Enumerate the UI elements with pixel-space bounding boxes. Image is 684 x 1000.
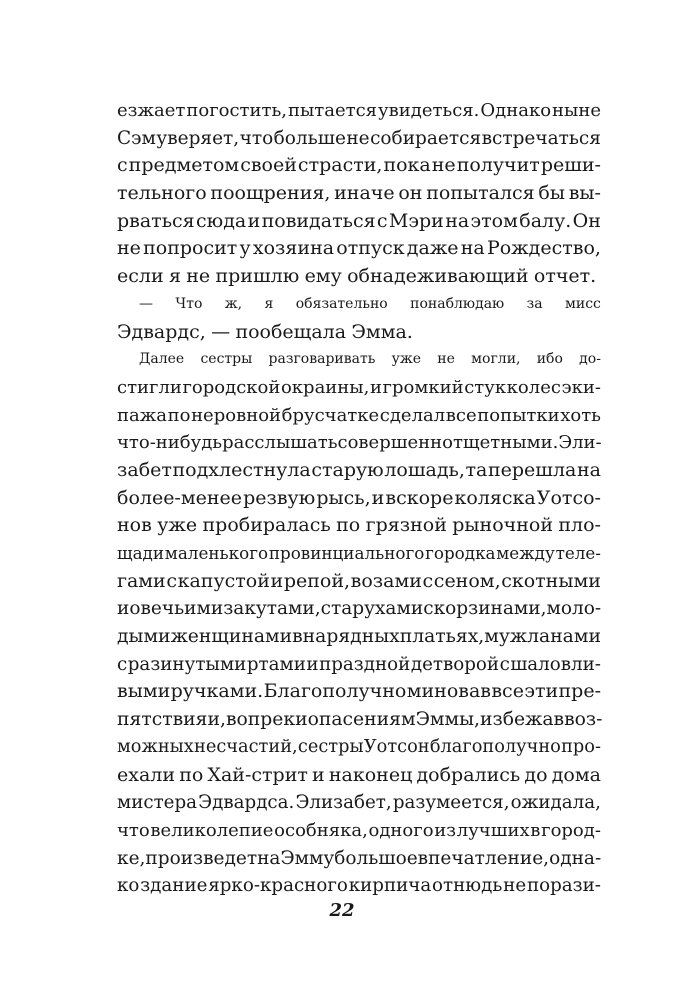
text-line bbox=[117, 402, 601, 430]
word: ему bbox=[304, 265, 342, 288]
word: сестры bbox=[200, 351, 253, 368]
word: городка bbox=[425, 543, 496, 563]
word: громкий bbox=[382, 376, 464, 398]
word: совершенно bbox=[337, 432, 453, 454]
word: Эдвардса. bbox=[198, 792, 295, 814]
word: погостить, bbox=[186, 100, 287, 121]
word: мужланами bbox=[484, 626, 601, 648]
word: иначе bbox=[334, 182, 395, 205]
word: эки- bbox=[561, 376, 601, 398]
word: встречаться bbox=[481, 127, 601, 149]
word: лучших bbox=[456, 819, 530, 841]
word: Далее bbox=[139, 351, 185, 368]
word: сюда bbox=[196, 209, 247, 232]
word: ручками. bbox=[170, 680, 264, 703]
word: ж, bbox=[224, 295, 243, 312]
word: рыночной bbox=[452, 514, 553, 537]
word: избежав bbox=[479, 709, 565, 731]
word: за bbox=[526, 295, 543, 312]
word: в bbox=[292, 626, 303, 648]
text-line bbox=[117, 346, 601, 374]
text-line bbox=[117, 872, 601, 900]
word: одного bbox=[368, 819, 434, 841]
word: щади bbox=[117, 543, 165, 563]
word: больше bbox=[273, 127, 346, 149]
word: женщинами bbox=[170, 626, 293, 648]
word: стигли bbox=[117, 376, 182, 398]
word: не bbox=[503, 875, 527, 897]
word: репой, bbox=[283, 569, 351, 592]
word: особняка, bbox=[274, 819, 368, 841]
word: расслышать bbox=[222, 432, 338, 454]
text-line bbox=[117, 789, 601, 817]
word: и bbox=[312, 763, 325, 786]
text-line bbox=[117, 152, 601, 180]
word: лошадь, bbox=[384, 458, 465, 481]
word: если bbox=[117, 265, 164, 288]
word: у bbox=[239, 237, 251, 260]
word: про- bbox=[561, 736, 601, 757]
word: вы- bbox=[568, 182, 601, 205]
word: пре- bbox=[558, 680, 601, 703]
word: все bbox=[445, 404, 477, 426]
word: возами bbox=[350, 569, 422, 592]
word: разинутыми bbox=[127, 653, 247, 675]
word: с bbox=[117, 653, 128, 675]
word: брусчатке bbox=[281, 404, 380, 426]
text-line bbox=[117, 512, 601, 540]
word: балу. bbox=[519, 209, 572, 232]
word: праздной bbox=[319, 653, 411, 675]
word: ныне bbox=[552, 100, 601, 121]
word: нов bbox=[117, 514, 152, 537]
text-line bbox=[117, 263, 601, 291]
word: страсти, bbox=[297, 154, 383, 177]
text-line bbox=[117, 817, 601, 845]
word: попытался bbox=[426, 182, 535, 205]
word: повидаться bbox=[261, 209, 376, 232]
text-line bbox=[117, 291, 601, 319]
word: уверяет, bbox=[156, 127, 240, 149]
word: по bbox=[167, 404, 191, 426]
word: ке, bbox=[117, 847, 146, 869]
page-number: 22 bbox=[329, 900, 355, 921]
word: попросит bbox=[143, 237, 238, 260]
word: что-нибудь bbox=[117, 432, 223, 454]
word: старую bbox=[311, 458, 384, 481]
word: и bbox=[371, 486, 385, 509]
word: своей bbox=[240, 154, 297, 177]
text-line bbox=[117, 485, 601, 513]
word: я bbox=[264, 295, 274, 312]
word: с bbox=[376, 209, 388, 232]
word: Благополучно bbox=[263, 680, 407, 703]
word: пятствия bbox=[117, 709, 208, 731]
word: ожидала, bbox=[510, 792, 601, 814]
word: та bbox=[465, 458, 488, 481]
body-text bbox=[117, 97, 601, 900]
word: пришлю bbox=[215, 265, 300, 288]
word: Сэм bbox=[117, 127, 156, 149]
word: Уотсон bbox=[363, 736, 430, 757]
word: уже bbox=[157, 514, 198, 537]
word: на bbox=[460, 237, 485, 260]
word: ибо bbox=[536, 351, 563, 368]
word: грязной bbox=[365, 514, 447, 537]
text-line bbox=[117, 319, 601, 347]
word: можных bbox=[117, 736, 194, 757]
word: тщетными. bbox=[452, 432, 559, 454]
word: благополучно bbox=[429, 736, 561, 757]
word: с bbox=[422, 569, 434, 592]
text-line bbox=[117, 125, 601, 153]
word: более-менее bbox=[117, 486, 243, 509]
word: нарядных bbox=[302, 626, 400, 648]
word: забет bbox=[117, 458, 172, 481]
word: воз- bbox=[564, 709, 603, 731]
word: закутами, bbox=[223, 598, 321, 620]
word: сделал bbox=[379, 404, 446, 426]
word: — bbox=[211, 320, 231, 343]
word: на bbox=[445, 209, 470, 232]
word: колес bbox=[506, 376, 561, 398]
word: и, bbox=[207, 709, 226, 731]
word: порази- bbox=[526, 875, 601, 897]
word: одна- bbox=[549, 847, 602, 869]
word: до bbox=[524, 763, 548, 786]
word: гами bbox=[117, 569, 166, 592]
word: даже bbox=[406, 237, 459, 260]
word: пытается bbox=[287, 100, 378, 121]
word: вопреки bbox=[225, 709, 308, 731]
word: езжает bbox=[117, 100, 186, 121]
text-line bbox=[117, 762, 601, 790]
word: мисс bbox=[565, 295, 601, 312]
word: рваться bbox=[117, 209, 195, 232]
word: реши- bbox=[540, 154, 601, 177]
word: стук bbox=[464, 376, 507, 398]
word: и bbox=[306, 653, 319, 675]
word: провинциального bbox=[268, 543, 425, 563]
word: платьях, bbox=[399, 626, 485, 648]
word: городской bbox=[182, 376, 281, 398]
text-line bbox=[117, 734, 601, 762]
word: и bbox=[369, 376, 382, 398]
word: на bbox=[576, 458, 601, 481]
word: город- bbox=[541, 819, 601, 841]
word: не bbox=[431, 154, 456, 177]
word: Эдвардс, bbox=[117, 320, 206, 343]
word: тельного bbox=[117, 182, 207, 205]
word: с bbox=[423, 598, 434, 620]
word: в bbox=[530, 819, 541, 841]
text-line bbox=[117, 845, 601, 873]
word: с bbox=[499, 653, 510, 675]
text-line bbox=[117, 623, 601, 651]
word: отчет. bbox=[533, 265, 597, 288]
word: Эли- bbox=[558, 432, 602, 454]
text-line bbox=[117, 180, 601, 208]
word: Эмму bbox=[280, 847, 335, 869]
word: Он bbox=[572, 209, 601, 232]
word: дома bbox=[551, 763, 601, 786]
word: увидеться. bbox=[378, 100, 480, 121]
word: бы bbox=[538, 182, 565, 205]
word: — bbox=[139, 295, 153, 312]
word: резвую bbox=[243, 486, 316, 509]
word: что bbox=[117, 819, 150, 841]
word: по bbox=[179, 763, 204, 786]
word: этом bbox=[470, 209, 518, 232]
word: опасениям bbox=[307, 709, 416, 731]
word: могли, bbox=[471, 351, 521, 368]
word: пажа bbox=[117, 404, 168, 426]
word: уже bbox=[391, 351, 422, 368]
word: предметом bbox=[128, 154, 240, 177]
word: пока bbox=[383, 154, 431, 177]
word: детворой bbox=[410, 653, 500, 675]
word: сестры bbox=[297, 736, 364, 757]
word: и bbox=[247, 209, 261, 232]
word: выми bbox=[117, 680, 171, 703]
word: по bbox=[336, 514, 361, 537]
text-line bbox=[117, 678, 601, 706]
word: поощрения, bbox=[210, 182, 331, 205]
word: большое bbox=[334, 847, 418, 869]
word: не bbox=[186, 265, 211, 288]
word: дыми bbox=[117, 626, 171, 648]
word: на bbox=[257, 847, 281, 869]
word: неровной bbox=[191, 404, 282, 426]
word: сеном, bbox=[433, 569, 501, 592]
word: миновав bbox=[406, 680, 491, 703]
word: между bbox=[496, 543, 555, 563]
text-line bbox=[117, 235, 601, 263]
text-line bbox=[117, 208, 601, 236]
word: ртами bbox=[246, 653, 306, 675]
word: и bbox=[270, 569, 284, 592]
word: разумеется, bbox=[392, 792, 510, 814]
word: теле- bbox=[555, 543, 601, 563]
word: я bbox=[168, 265, 181, 288]
word: шаловли- bbox=[510, 653, 601, 675]
word: рысь, bbox=[316, 486, 371, 509]
text-line bbox=[117, 457, 601, 485]
word: вскоре bbox=[385, 486, 454, 509]
word: скотными bbox=[501, 569, 601, 592]
word: пло- bbox=[558, 514, 601, 537]
word: Эммы, bbox=[415, 709, 480, 731]
word: старухами bbox=[320, 598, 424, 620]
word: Что bbox=[175, 295, 203, 312]
word: ко bbox=[117, 875, 140, 897]
word: моло- bbox=[546, 598, 602, 620]
word: хозяина bbox=[252, 237, 335, 260]
word: понаблюдаю bbox=[410, 295, 505, 312]
word: коляска bbox=[454, 486, 536, 509]
word: он bbox=[398, 182, 423, 205]
word: отнюдь bbox=[432, 875, 503, 897]
word: обнадеживающий bbox=[347, 265, 529, 288]
text-line bbox=[117, 374, 601, 402]
word: Уотсо- bbox=[536, 486, 601, 509]
word: до- bbox=[579, 351, 601, 368]
word: с bbox=[117, 154, 128, 177]
word: все bbox=[491, 680, 524, 703]
word: Рождество, bbox=[486, 237, 601, 260]
text-line bbox=[117, 568, 601, 596]
text-line bbox=[117, 651, 601, 679]
word: Однако bbox=[480, 100, 552, 121]
word: получит bbox=[456, 154, 540, 177]
word: маленького bbox=[164, 543, 269, 563]
word: Элизабет, bbox=[295, 792, 392, 814]
word: пробиралась bbox=[202, 514, 331, 537]
word: и bbox=[117, 598, 130, 620]
word: наконец bbox=[328, 763, 413, 786]
word: с bbox=[166, 569, 177, 592]
word: произведет bbox=[145, 847, 258, 869]
word: хоть bbox=[560, 404, 601, 426]
word: капустой bbox=[177, 569, 270, 592]
word: из bbox=[434, 819, 457, 841]
word: кирпича bbox=[348, 875, 432, 897]
word: не bbox=[437, 351, 455, 368]
word: ярко-красного bbox=[208, 875, 348, 897]
text-line bbox=[117, 97, 601, 125]
word: подхлестнула bbox=[172, 458, 311, 481]
word: великолепие bbox=[150, 819, 274, 841]
word: Хай-стрит bbox=[207, 763, 308, 786]
word: разговаривать bbox=[268, 351, 376, 368]
word: Мэри bbox=[388, 209, 444, 232]
word: перешла bbox=[487, 458, 577, 481]
word: не bbox=[346, 127, 370, 149]
word: несчастий, bbox=[194, 736, 298, 757]
word: Эмма. bbox=[351, 320, 413, 343]
word: овечьими bbox=[129, 598, 224, 620]
word: отпуск bbox=[336, 237, 405, 260]
word: добрались bbox=[416, 763, 521, 786]
word: не bbox=[117, 237, 141, 260]
word: пообещала bbox=[235, 320, 347, 343]
word: попытки bbox=[477, 404, 560, 426]
word: мистера bbox=[117, 792, 198, 814]
word: корзинами, bbox=[433, 598, 547, 620]
text-line bbox=[117, 706, 601, 734]
text-line bbox=[117, 429, 601, 457]
text-line bbox=[117, 540, 601, 568]
word: здание bbox=[140, 875, 208, 897]
text-line bbox=[117, 595, 601, 623]
word: обязательно bbox=[295, 295, 388, 312]
word: собирается bbox=[370, 127, 482, 149]
word: что bbox=[239, 127, 274, 149]
word: ехали bbox=[117, 763, 176, 786]
word: впечатление, bbox=[417, 847, 550, 869]
word: эти bbox=[524, 680, 559, 703]
word: окраины, bbox=[280, 376, 370, 398]
